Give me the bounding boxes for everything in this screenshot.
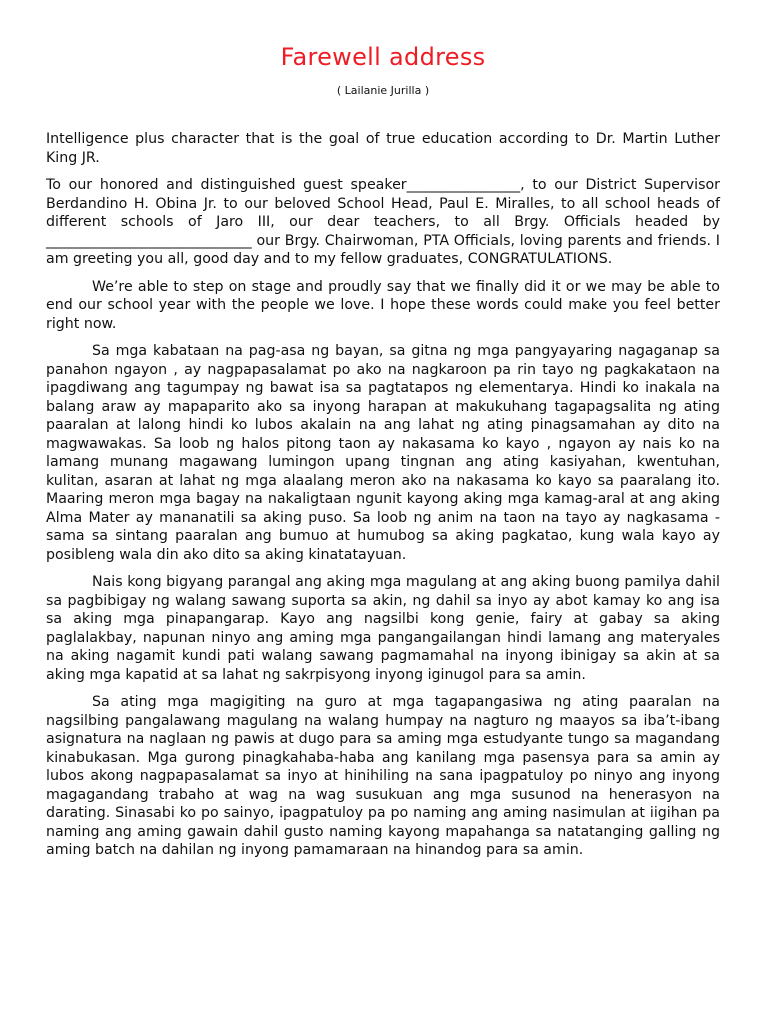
paragraph-classmates: Sa mga kabataan na pag-asa ng bayan, sa gitna ng mga pangyayaring nagaganap sa panahon ngayon , ay nagpapasalamat po ako na nagkaroon pa rin tayo ng pagkakataon na ipagdiwang ang tagumpay ng bawat isa sa pagtatapos ng elementarya. Hindi ko inakala na balang araw ay mapaparito ako sa inyong harapan at makukuhang tagapagsalita ng ating paaralan at lalong hindi ko lubos akalain na ang lahat ng ating pinagsamahan ay dito na magwawakas. Sa loob ng halos pitong taon ay nakasama ko kayo , ngayon ay nais ko na lamang munang magawang lumingon upang tingnan ang ating kasiyahan, kwentuhan, kulitan, asaran at lahat ng mga alaalang meron ako na nakasama ko kayo sa paaralang ito. Maaring meron mga bagay na nakaligtaan ngunit kayong aking mga kamag-aral at ang aking Alma Mater ay mananatili sa aking puso. Sa loob ng anim na taon na tayo ay nagkasama -sama sa sintang paaralan ang bumuo at humubog sa aking pagkatao, kung wala kayo ay posibleng wala din ako dito sa aking kinatatayuan. [46, 343, 720, 563]
paragraph-greeting: To our honored and distinguished guest speaker________________, to our District Supervisor Berdandino H. Obina Jr. to our beloved School Head, Paul E. Miralles, to all school heads of different schools of Jaro III, our dear teachers, to all Brgy. Officials headed by _____________________________ our Brgy. Chairwoman, PTA Officials, loving parents and friends. I am greeting you all, good day and to my fellow graduates, CONGRATULATIONS. [46, 177, 720, 267]
document-body [46, 130, 720, 860]
paragraph-intro: We’re able to step on stage and proudly say that we finally did it or we may be able to end our school year with the people we love. I hope these words could make you feel better right now. [46, 278, 720, 332]
document-page [46, 0, 720, 869]
paragraph-parents: Nais kong bigyang parangal ang aking mga magulang at ang aking buong pamilya dahil sa pagbibigay ng walang sawang suporta sa akin, ng dahil sa inyo ay abot kamay ko ang isa sa aking mga pinapangarap. Kayo ang nagsilbi kong genie, fairy at gabay sa aking paglalakbay, napunan ninyo ang aming mga pangangailangan hindi lamang ang materyales na aking nagamit kundi pati walang sawang pagmamahal na inyong ibinigay sa akin at sa aking mga kapatid at sa lahat ng sakrpisyong inyong iginugol para sa amin. [46, 574, 720, 683]
paragraph-teachers: Sa ating mga magigiting na guro at mga tagapangasiwa ng ating paaralan na nagsilbing pangalawang magulang na walang humpay na nagturo ng maayos sa iba’t-ibang asignatura na naglaan ng pawis at dugo para sa aming mga estudyante tungo sa magandang kinabukasan. Mga gurong pinagkahaba-haba ang kanilang mga pasensya para sa amin ay lubos akong nagpapasalamat sa inyo at hinihiling na sana ipagpatuloy po ninyo ang inyong magagandang trabaho at wag na wag susukuan ang mga susunod na henerasyon na darating. Sinasabi ko po sainyo, ipagpatuloy pa po naming ang aming nasimulan at iigihan pa naming ang aming gawain dahil gusto naming kayong mapahanga sa natatanging galling ng aming batch na dahilan ng inyong pamamaraan na hinandog para sa amin. [46, 694, 720, 858]
document-title: Farewell address [280, 43, 486, 71]
paragraph-quote: Intelligence plus character that is the goal of true education according to Dr. Martin Luther King JR. [46, 131, 720, 166]
author-name: ( Lailanie Jurilla ) [336, 84, 430, 97]
